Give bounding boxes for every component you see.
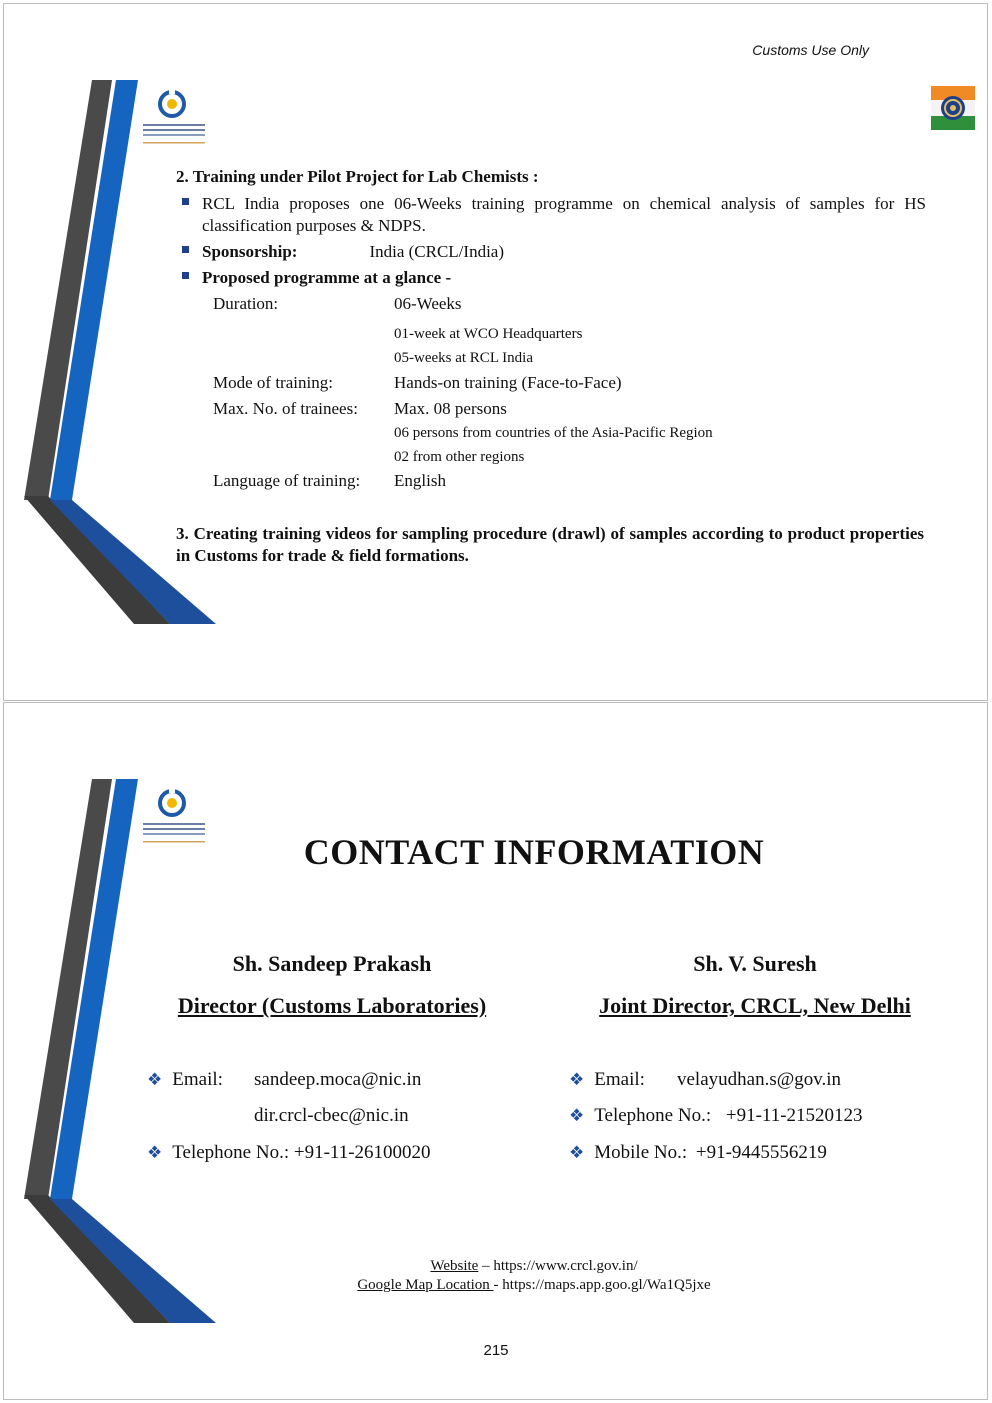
bullet-text: RCL India proposes one 06-Weeks training programme on chemical analysis of samples for HS classification purposes & NDPS.	[202, 194, 926, 235]
right-mobile-value[interactable]: +91-9445556219	[695, 1142, 827, 1163]
diamond-bullet-icon: ❖	[569, 1106, 585, 1125]
bullet-sponsorship	[182, 241, 926, 263]
phone-label: Telephone No.:	[172, 1142, 290, 1163]
slide-contact-information	[3, 702, 988, 1400]
left-contact-name: Sh. Sandeep Prakash	[232, 951, 432, 976]
website-url[interactable]: – https://www.crcl.gov.in/	[478, 1258, 638, 1274]
square-bullet-icon	[182, 272, 189, 279]
duration-sub-wco: 01-week at WCO Headquarters	[394, 326, 583, 342]
mobile-label: Mobile No.:	[594, 1142, 688, 1163]
right-contact-role: Joint Director, CRCL, New Delhi	[599, 993, 911, 1018]
bullet-text: Proposed programme at a glance -	[202, 268, 452, 287]
page-number: 215	[483, 1342, 509, 1359]
sponsorship-value: India (CRCL/India)	[369, 242, 504, 261]
right-mobile-row	[569, 1141, 827, 1165]
left-contact-role: Director (Customs Laboratories)	[177, 993, 487, 1018]
trainees-sub-asia: 06 persons from countries of the Asia-Pacific Region	[394, 425, 713, 441]
trainees-value: Max. 08 persons	[394, 399, 507, 418]
duration-label: Duration:	[213, 294, 279, 313]
language-label: Language of training:	[213, 471, 361, 490]
square-bullet-icon	[182, 246, 189, 253]
left-email-row	[147, 1068, 223, 1092]
right-phone-value[interactable]: +91-11-21520123	[725, 1105, 863, 1126]
square-bullet-icon	[182, 198, 189, 205]
right-contact-name: Sh. V. Suresh	[693, 951, 817, 976]
left-email-link-2[interactable]: dir.crcl-cbec@nic.in	[254, 1105, 409, 1126]
grey-bar-lower	[24, 496, 170, 624]
diamond-bullet-icon: ❖	[147, 1070, 163, 1089]
right-email-row	[569, 1068, 645, 1092]
website-link-label[interactable]: Website	[430, 1258, 479, 1274]
bullet-programme	[182, 267, 926, 289]
mode-value: Hands-on training (Face-to-Face)	[394, 373, 622, 392]
diamond-bullet-icon: ❖	[147, 1143, 163, 1162]
slide-training-pilot	[3, 3, 988, 701]
section-title: 2. Training under Pilot Project for Lab Chemists :	[176, 167, 539, 186]
diamond-bullet-icon: ❖	[569, 1143, 585, 1162]
map-line	[4, 1276, 988, 1295]
left-phone-value[interactable]: +91-11-26100020	[293, 1142, 431, 1163]
mode-label: Mode of training:	[213, 373, 333, 392]
point-three-text: 3. Creating training videos for sampling procedure (drawl) of samples according to product properties in Customs for trade & field formations.	[176, 524, 924, 565]
right-email-link[interactable]: velayudhan.s@gov.in	[677, 1069, 842, 1090]
wco-logo-icon	[139, 86, 209, 152]
phone-label: Telephone No.:	[594, 1105, 712, 1126]
cbic-emblem-icon	[931, 86, 975, 130]
email-label: Email:	[594, 1069, 645, 1090]
trainees-sub-other: 02 from other regions	[394, 449, 525, 465]
bullet-proposal	[182, 193, 926, 237]
website-line	[4, 1257, 988, 1276]
page-title: CONTACT INFORMATION	[303, 832, 765, 872]
duration-sub-rcl: 05-weeks at RCL India	[394, 350, 533, 366]
right-phone-row	[569, 1104, 863, 1128]
language-value: English	[394, 471, 446, 490]
diamond-bullet-icon: ❖	[569, 1070, 585, 1089]
footer-links	[4, 1257, 988, 1295]
duration-value: 06-Weeks	[394, 294, 462, 313]
trainees-label: Max. No. of trainees:	[213, 399, 358, 418]
map-link-label[interactable]: Google Map Location	[357, 1277, 494, 1293]
email-label: Email:	[172, 1069, 223, 1090]
sponsorship-label: Sponsorship:	[202, 242, 298, 261]
map-url[interactable]: - https://maps.app.goo.gl/Wa1Q5jxe	[493, 1277, 711, 1293]
customs-use-only-note: Customs Use Only	[752, 42, 869, 58]
left-email-link-1[interactable]: sandeep.moca@nic.in	[254, 1069, 422, 1090]
left-phone-row	[147, 1141, 431, 1165]
